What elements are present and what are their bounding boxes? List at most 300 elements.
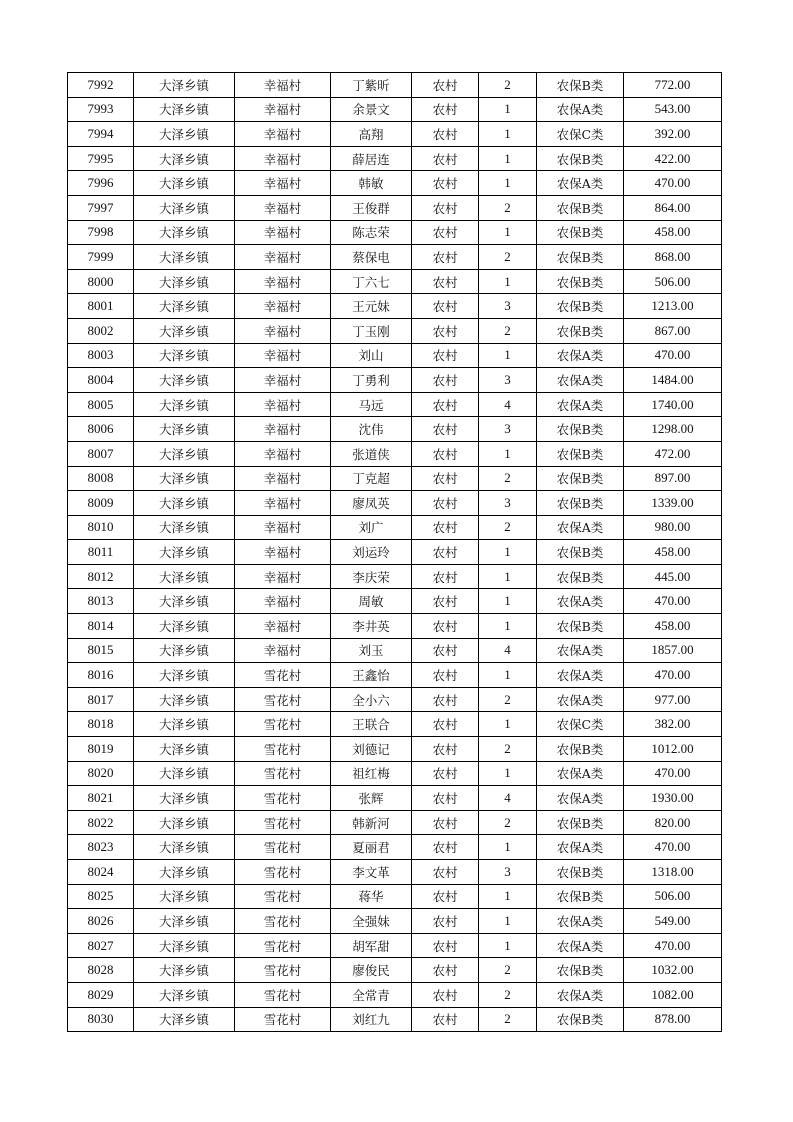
cell-village: 幸福村 xyxy=(235,392,331,417)
cell-insurance-category: 农保A类 xyxy=(537,392,624,417)
cell-name: 李井英 xyxy=(331,614,412,639)
cell-area-type: 农村 xyxy=(412,417,479,442)
cell-village: 雪花村 xyxy=(235,835,331,860)
cell-serial-number: 8025 xyxy=(68,884,134,909)
cell-village: 幸福村 xyxy=(235,269,331,294)
cell-name: 刘运玲 xyxy=(331,540,412,565)
cell-township: 大泽乡镇 xyxy=(134,982,235,1007)
cell-area-type: 农村 xyxy=(412,982,479,1007)
cell-serial-number: 8026 xyxy=(68,909,134,934)
cell-household-size: 1 xyxy=(479,220,537,245)
cell-township: 大泽乡镇 xyxy=(134,392,235,417)
roster-table xyxy=(67,72,722,1032)
cell-name: 夏丽君 xyxy=(331,835,412,860)
cell-name: 蒋华 xyxy=(331,884,412,909)
cell-township: 大泽乡镇 xyxy=(134,343,235,368)
cell-insurance-category: 农保A类 xyxy=(537,368,624,393)
cell-name: 王联合 xyxy=(331,712,412,737)
cell-amount: 543.00 xyxy=(624,97,722,122)
cell-household-size: 1 xyxy=(479,343,537,368)
cell-village: 雪花村 xyxy=(235,884,331,909)
cell-amount: 1298.00 xyxy=(624,417,722,442)
cell-name: 刘山 xyxy=(331,343,412,368)
cell-serial-number: 8016 xyxy=(68,663,134,688)
cell-area-type: 农村 xyxy=(412,73,479,98)
table-row xyxy=(68,318,722,343)
cell-household-size: 3 xyxy=(479,368,537,393)
cell-insurance-category: 农保A类 xyxy=(537,638,624,663)
cell-household-size: 2 xyxy=(479,1007,537,1032)
cell-insurance-category: 农保B类 xyxy=(537,884,624,909)
cell-village: 幸福村 xyxy=(235,294,331,319)
cell-village: 雪花村 xyxy=(235,786,331,811)
cell-township: 大泽乡镇 xyxy=(134,146,235,171)
cell-village: 雪花村 xyxy=(235,933,331,958)
table-row xyxy=(68,466,722,491)
cell-amount: 470.00 xyxy=(624,933,722,958)
table-row xyxy=(68,441,722,466)
cell-village: 幸福村 xyxy=(235,122,331,147)
cell-serial-number: 8012 xyxy=(68,564,134,589)
cell-amount: 1930.00 xyxy=(624,786,722,811)
cell-village: 雪花村 xyxy=(235,712,331,737)
cell-insurance-category: 农保A类 xyxy=(537,343,624,368)
cell-name: 丁六七 xyxy=(331,269,412,294)
cell-serial-number: 8027 xyxy=(68,933,134,958)
table-row xyxy=(68,687,722,712)
cell-area-type: 农村 xyxy=(412,638,479,663)
cell-name: 丁克超 xyxy=(331,466,412,491)
cell-household-size: 2 xyxy=(479,810,537,835)
cell-name: 陈志荣 xyxy=(331,220,412,245)
cell-township: 大泽乡镇 xyxy=(134,73,235,98)
cell-township: 大泽乡镇 xyxy=(134,712,235,737)
table-row xyxy=(68,97,722,122)
cell-township: 大泽乡镇 xyxy=(134,589,235,614)
cell-area-type: 农村 xyxy=(412,860,479,885)
cell-township: 大泽乡镇 xyxy=(134,294,235,319)
cell-insurance-category: 农保C类 xyxy=(537,712,624,737)
cell-amount: 470.00 xyxy=(624,171,722,196)
cell-village: 幸福村 xyxy=(235,540,331,565)
cell-serial-number: 8008 xyxy=(68,466,134,491)
cell-township: 大泽乡镇 xyxy=(134,171,235,196)
cell-amount: 897.00 xyxy=(624,466,722,491)
cell-area-type: 农村 xyxy=(412,318,479,343)
cell-area-type: 农村 xyxy=(412,122,479,147)
cell-household-size: 3 xyxy=(479,294,537,319)
cell-amount: 1857.00 xyxy=(624,638,722,663)
table-row xyxy=(68,810,722,835)
cell-household-size: 1 xyxy=(479,269,537,294)
cell-insurance-category: 农保B类 xyxy=(537,146,624,171)
cell-insurance-category: 农保A类 xyxy=(537,589,624,614)
cell-household-size: 2 xyxy=(479,73,537,98)
cell-name: 胡军甜 xyxy=(331,933,412,958)
cell-serial-number: 8014 xyxy=(68,614,134,639)
cell-insurance-category: 农保B类 xyxy=(537,269,624,294)
cell-area-type: 农村 xyxy=(412,614,479,639)
cell-village: 雪花村 xyxy=(235,982,331,1007)
cell-amount: 470.00 xyxy=(624,589,722,614)
cell-insurance-category: 农保B类 xyxy=(537,195,624,220)
cell-amount: 864.00 xyxy=(624,195,722,220)
cell-area-type: 农村 xyxy=(412,294,479,319)
cell-amount: 458.00 xyxy=(624,614,722,639)
cell-name: 李庆荣 xyxy=(331,564,412,589)
cell-amount: 977.00 xyxy=(624,687,722,712)
cell-village: 幸福村 xyxy=(235,466,331,491)
cell-name: 刘红九 xyxy=(331,1007,412,1032)
cell-household-size: 1 xyxy=(479,614,537,639)
cell-amount: 470.00 xyxy=(624,663,722,688)
cell-household-size: 2 xyxy=(479,318,537,343)
cell-name: 王鑫怡 xyxy=(331,663,412,688)
cell-serial-number: 8004 xyxy=(68,368,134,393)
cell-village: 幸福村 xyxy=(235,220,331,245)
cell-serial-number: 7995 xyxy=(68,146,134,171)
cell-insurance-category: 农保B类 xyxy=(537,860,624,885)
cell-household-size: 3 xyxy=(479,417,537,442)
cell-township: 大泽乡镇 xyxy=(134,663,235,688)
cell-insurance-category: 农保B类 xyxy=(537,958,624,983)
cell-area-type: 农村 xyxy=(412,97,479,122)
cell-household-size: 4 xyxy=(479,786,537,811)
table-row xyxy=(68,195,722,220)
cell-township: 大泽乡镇 xyxy=(134,687,235,712)
cell-township: 大泽乡镇 xyxy=(134,1007,235,1032)
cell-household-size: 1 xyxy=(479,835,537,860)
cell-area-type: 农村 xyxy=(412,491,479,516)
cell-township: 大泽乡镇 xyxy=(134,909,235,934)
cell-household-size: 1 xyxy=(479,171,537,196)
cell-area-type: 农村 xyxy=(412,269,479,294)
table-row xyxy=(68,958,722,983)
cell-insurance-category: 农保A类 xyxy=(537,515,624,540)
cell-amount: 868.00 xyxy=(624,245,722,270)
table-row xyxy=(68,786,722,811)
cell-township: 大泽乡镇 xyxy=(134,515,235,540)
cell-insurance-category: 农保B类 xyxy=(537,737,624,762)
cell-serial-number: 8017 xyxy=(68,687,134,712)
cell-area-type: 农村 xyxy=(412,466,479,491)
cell-amount: 472.00 xyxy=(624,441,722,466)
cell-township: 大泽乡镇 xyxy=(134,933,235,958)
table-row xyxy=(68,245,722,270)
cell-household-size: 1 xyxy=(479,146,537,171)
cell-serial-number: 8020 xyxy=(68,761,134,786)
cell-household-size: 2 xyxy=(479,195,537,220)
cell-township: 大泽乡镇 xyxy=(134,97,235,122)
table-row xyxy=(68,1007,722,1032)
cell-village: 幸福村 xyxy=(235,417,331,442)
cell-village: 雪花村 xyxy=(235,958,331,983)
cell-amount: 382.00 xyxy=(624,712,722,737)
cell-area-type: 农村 xyxy=(412,933,479,958)
table-row xyxy=(68,982,722,1007)
cell-area-type: 农村 xyxy=(412,343,479,368)
cell-area-type: 农村 xyxy=(412,835,479,860)
cell-insurance-category: 农保B类 xyxy=(537,417,624,442)
cell-village: 雪花村 xyxy=(235,761,331,786)
cell-village: 雪花村 xyxy=(235,687,331,712)
cell-township: 大泽乡镇 xyxy=(134,466,235,491)
cell-household-size: 2 xyxy=(479,687,537,712)
table-row xyxy=(68,73,722,98)
cell-township: 大泽乡镇 xyxy=(134,417,235,442)
cell-amount: 1740.00 xyxy=(624,392,722,417)
cell-amount: 422.00 xyxy=(624,146,722,171)
table-row xyxy=(68,540,722,565)
cell-serial-number: 8030 xyxy=(68,1007,134,1032)
cell-serial-number: 8006 xyxy=(68,417,134,442)
cell-name: 王俊群 xyxy=(331,195,412,220)
cell-village: 幸福村 xyxy=(235,614,331,639)
cell-area-type: 农村 xyxy=(412,171,479,196)
cell-insurance-category: 农保B类 xyxy=(537,540,624,565)
cell-insurance-category: 农保B类 xyxy=(537,318,624,343)
cell-township: 大泽乡镇 xyxy=(134,737,235,762)
cell-name: 沈伟 xyxy=(331,417,412,442)
cell-household-size: 2 xyxy=(479,466,537,491)
cell-area-type: 农村 xyxy=(412,368,479,393)
table-row xyxy=(68,712,722,737)
table-row xyxy=(68,589,722,614)
cell-name: 韩敏 xyxy=(331,171,412,196)
cell-village: 雪花村 xyxy=(235,737,331,762)
cell-village: 幸福村 xyxy=(235,245,331,270)
cell-insurance-category: 农保B类 xyxy=(537,491,624,516)
cell-village: 幸福村 xyxy=(235,318,331,343)
cell-village: 幸福村 xyxy=(235,441,331,466)
table-row xyxy=(68,417,722,442)
cell-insurance-category: 农保B类 xyxy=(537,1007,624,1032)
table-row xyxy=(68,663,722,688)
table-row xyxy=(68,343,722,368)
cell-serial-number: 8021 xyxy=(68,786,134,811)
cell-area-type: 农村 xyxy=(412,146,479,171)
cell-name: 周敏 xyxy=(331,589,412,614)
cell-village: 幸福村 xyxy=(235,368,331,393)
cell-serial-number: 8011 xyxy=(68,540,134,565)
cell-name: 韩新河 xyxy=(331,810,412,835)
cell-name: 丁紫昕 xyxy=(331,73,412,98)
cell-village: 雪花村 xyxy=(235,909,331,934)
cell-insurance-category: 农保B类 xyxy=(537,73,624,98)
cell-township: 大泽乡镇 xyxy=(134,368,235,393)
cell-insurance-category: 农保A类 xyxy=(537,687,624,712)
cell-area-type: 农村 xyxy=(412,392,479,417)
cell-area-type: 农村 xyxy=(412,712,479,737)
cell-area-type: 农村 xyxy=(412,663,479,688)
cell-village: 幸福村 xyxy=(235,171,331,196)
cell-township: 大泽乡镇 xyxy=(134,614,235,639)
cell-amount: 1032.00 xyxy=(624,958,722,983)
cell-amount: 506.00 xyxy=(624,884,722,909)
table-row xyxy=(68,860,722,885)
cell-name: 全强妹 xyxy=(331,909,412,934)
cell-village: 雪花村 xyxy=(235,1007,331,1032)
cell-serial-number: 8028 xyxy=(68,958,134,983)
cell-amount: 1318.00 xyxy=(624,860,722,885)
cell-household-size: 3 xyxy=(479,491,537,516)
cell-serial-number: 8019 xyxy=(68,737,134,762)
table-row xyxy=(68,491,722,516)
cell-insurance-category: 农保C类 xyxy=(537,122,624,147)
cell-serial-number: 8009 xyxy=(68,491,134,516)
cell-township: 大泽乡镇 xyxy=(134,638,235,663)
cell-township: 大泽乡镇 xyxy=(134,540,235,565)
cell-area-type: 农村 xyxy=(412,687,479,712)
cell-household-size: 2 xyxy=(479,982,537,1007)
cell-household-size: 1 xyxy=(479,540,537,565)
cell-name: 丁玉刚 xyxy=(331,318,412,343)
cell-amount: 1484.00 xyxy=(624,368,722,393)
cell-amount: 1082.00 xyxy=(624,982,722,1007)
cell-amount: 878.00 xyxy=(624,1007,722,1032)
cell-serial-number: 7996 xyxy=(68,171,134,196)
cell-insurance-category: 农保A类 xyxy=(537,663,624,688)
cell-area-type: 农村 xyxy=(412,761,479,786)
table-row xyxy=(68,835,722,860)
cell-insurance-category: 农保A类 xyxy=(537,97,624,122)
cell-township: 大泽乡镇 xyxy=(134,269,235,294)
cell-name: 全小六 xyxy=(331,687,412,712)
cell-area-type: 农村 xyxy=(412,589,479,614)
cell-insurance-category: 农保B类 xyxy=(537,294,624,319)
cell-area-type: 农村 xyxy=(412,441,479,466)
cell-village: 雪花村 xyxy=(235,663,331,688)
cell-serial-number: 8024 xyxy=(68,860,134,885)
cell-serial-number: 8002 xyxy=(68,318,134,343)
cell-serial-number: 8015 xyxy=(68,638,134,663)
cell-township: 大泽乡镇 xyxy=(134,860,235,885)
cell-name: 张辉 xyxy=(331,786,412,811)
cell-township: 大泽乡镇 xyxy=(134,761,235,786)
cell-insurance-category: 农保B类 xyxy=(537,466,624,491)
cell-area-type: 农村 xyxy=(412,884,479,909)
table-row xyxy=(68,761,722,786)
cell-serial-number: 7999 xyxy=(68,245,134,270)
table-row xyxy=(68,220,722,245)
cell-insurance-category: 农保A类 xyxy=(537,933,624,958)
cell-name: 祖红梅 xyxy=(331,761,412,786)
table-row xyxy=(68,515,722,540)
cell-household-size: 1 xyxy=(479,97,537,122)
cell-township: 大泽乡镇 xyxy=(134,810,235,835)
table-row xyxy=(68,737,722,762)
cell-insurance-category: 农保A类 xyxy=(537,982,624,1007)
cell-township: 大泽乡镇 xyxy=(134,318,235,343)
cell-name: 廖凤英 xyxy=(331,491,412,516)
table-row xyxy=(68,933,722,958)
table-row xyxy=(68,122,722,147)
cell-serial-number: 7993 xyxy=(68,97,134,122)
cell-household-size: 1 xyxy=(479,663,537,688)
cell-village: 幸福村 xyxy=(235,564,331,589)
cell-area-type: 农村 xyxy=(412,195,479,220)
cell-serial-number: 7997 xyxy=(68,195,134,220)
cell-household-size: 1 xyxy=(479,933,537,958)
cell-household-size: 1 xyxy=(479,441,537,466)
cell-name: 刘广 xyxy=(331,515,412,540)
cell-area-type: 农村 xyxy=(412,245,479,270)
cell-amount: 392.00 xyxy=(624,122,722,147)
cell-amount: 506.00 xyxy=(624,269,722,294)
table-row xyxy=(68,638,722,663)
cell-serial-number: 8003 xyxy=(68,343,134,368)
cell-insurance-category: 农保B类 xyxy=(537,614,624,639)
cell-amount: 458.00 xyxy=(624,540,722,565)
cell-area-type: 农村 xyxy=(412,1007,479,1032)
cell-area-type: 农村 xyxy=(412,786,479,811)
cell-village: 幸福村 xyxy=(235,638,331,663)
cell-household-size: 1 xyxy=(479,909,537,934)
cell-amount: 820.00 xyxy=(624,810,722,835)
cell-amount: 549.00 xyxy=(624,909,722,934)
cell-amount: 867.00 xyxy=(624,318,722,343)
cell-household-size: 2 xyxy=(479,245,537,270)
cell-serial-number: 8005 xyxy=(68,392,134,417)
cell-household-size: 1 xyxy=(479,564,537,589)
cell-name: 张道侠 xyxy=(331,441,412,466)
cell-village: 幸福村 xyxy=(235,73,331,98)
cell-village: 幸福村 xyxy=(235,97,331,122)
cell-amount: 470.00 xyxy=(624,835,722,860)
cell-area-type: 农村 xyxy=(412,540,479,565)
cell-amount: 470.00 xyxy=(624,343,722,368)
cell-village: 幸福村 xyxy=(235,146,331,171)
cell-household-size: 4 xyxy=(479,392,537,417)
cell-name: 廖俊民 xyxy=(331,958,412,983)
cell-name: 薛居连 xyxy=(331,146,412,171)
table-row xyxy=(68,614,722,639)
table-row xyxy=(68,884,722,909)
table-row xyxy=(68,171,722,196)
cell-serial-number: 8013 xyxy=(68,589,134,614)
cell-insurance-category: 农保A类 xyxy=(537,786,624,811)
cell-insurance-category: 农保A类 xyxy=(537,909,624,934)
cell-household-size: 1 xyxy=(479,761,537,786)
cell-village: 幸福村 xyxy=(235,195,331,220)
table-row xyxy=(68,269,722,294)
cell-township: 大泽乡镇 xyxy=(134,958,235,983)
cell-village: 幸福村 xyxy=(235,589,331,614)
cell-serial-number: 7992 xyxy=(68,73,134,98)
cell-serial-number: 8018 xyxy=(68,712,134,737)
cell-serial-number: 8023 xyxy=(68,835,134,860)
cell-village: 幸福村 xyxy=(235,515,331,540)
cell-amount: 1012.00 xyxy=(624,737,722,762)
cell-amount: 470.00 xyxy=(624,761,722,786)
cell-township: 大泽乡镇 xyxy=(134,884,235,909)
cell-amount: 1213.00 xyxy=(624,294,722,319)
cell-village: 雪花村 xyxy=(235,860,331,885)
cell-amount: 772.00 xyxy=(624,73,722,98)
cell-area-type: 农村 xyxy=(412,810,479,835)
cell-village: 幸福村 xyxy=(235,491,331,516)
cell-area-type: 农村 xyxy=(412,737,479,762)
cell-insurance-category: 农保B类 xyxy=(537,810,624,835)
cell-serial-number: 7998 xyxy=(68,220,134,245)
cell-township: 大泽乡镇 xyxy=(134,441,235,466)
cell-serial-number: 8000 xyxy=(68,269,134,294)
cell-insurance-category: 农保B类 xyxy=(537,245,624,270)
cell-village: 幸福村 xyxy=(235,343,331,368)
table-row xyxy=(68,294,722,319)
cell-name: 李文革 xyxy=(331,860,412,885)
cell-serial-number: 8029 xyxy=(68,982,134,1007)
